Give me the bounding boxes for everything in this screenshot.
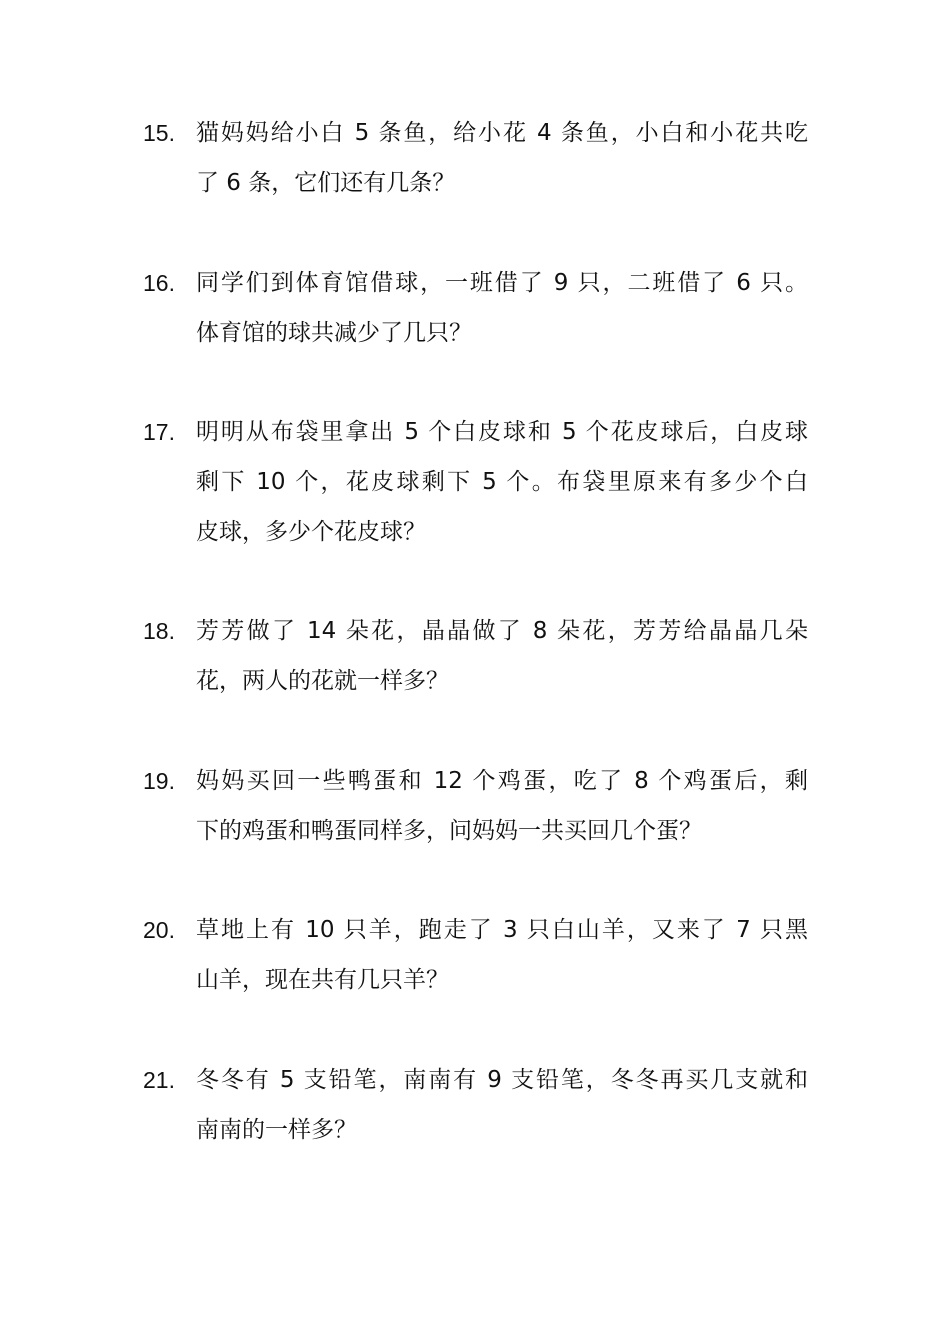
problem-text-line: 南南的一样多？: [196, 1117, 357, 1143]
problem-number: 21.: [143, 1067, 175, 1093]
problem-number: 18.: [143, 618, 175, 644]
problem-text-line: 猫妈妈给小白 5 条鱼，给小花 4 条鱼，小白和小花共吃: [196, 120, 808, 146]
problem-text-line: 冬冬有 5 支铅笔，南南有 9 支铅笔，冬冬再买几支就和: [196, 1067, 808, 1093]
problem-text-line: 剩下 10 个，花皮球剩下 5 个。布袋里原来有多少个白: [196, 469, 808, 495]
problem-text-line: 草地上有 10 只羊，跑走了 3 只白山羊，又来了 7 只黑: [196, 917, 808, 943]
problem-text-line: 妈妈买回一些鸭蛋和 12 个鸡蛋，吃了 8 个鸡蛋后，剩: [196, 768, 808, 794]
problem-text-line: 同学们到体育馆借球，一班借了 9 只，二班借了 6 只。: [196, 270, 808, 296]
problem-text-line: 皮球，多少个花皮球？: [196, 519, 426, 545]
problem-text-line: 芳芳做了 14 朵花，晶晶做了 8 朵花，芳芳给晶晶几朵: [196, 618, 808, 644]
problem-text-line: 花，两人的花就一样多？: [196, 668, 449, 694]
problem-text-line: 体育馆的球共减少了几只？: [196, 320, 472, 346]
problem-number: 20.: [143, 917, 175, 943]
problem-number: 16.: [143, 270, 175, 296]
problem-text-line: 明明从布袋里拿出 5 个白皮球和 5 个花皮球后，白皮球: [196, 419, 808, 445]
problem-number: 17.: [143, 419, 175, 445]
problem-text-line: 下的鸡蛋和鸭蛋同样多，问妈妈一共买回几个蛋？: [196, 818, 702, 844]
problem-number: 19.: [143, 768, 175, 794]
problem-text-line: 了 6 条，它们还有几条？: [196, 170, 456, 196]
problem-text-line: 山羊，现在共有几只羊？: [196, 967, 449, 993]
problem-number: 15.: [143, 120, 175, 146]
